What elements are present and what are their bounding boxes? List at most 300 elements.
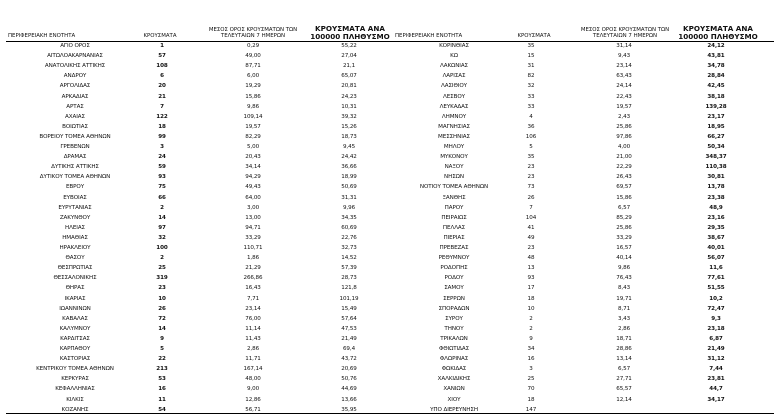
region-name: ΧΑΛΚΙΔΙΚΗΣ [437, 376, 471, 383]
per100k-value: 65,07 [341, 73, 357, 80]
region-name: ΣΕΡΡΩΝ [443, 295, 465, 302]
region-name: ΠΡΕΒΕΖΑΣ [439, 245, 469, 251]
per100k-value: 43,81 [707, 53, 725, 60]
cases-value: 34 [527, 346, 535, 352]
avg-value: 13,00 [245, 214, 261, 221]
avg-value: 109,14 [243, 113, 263, 120]
region-name: ΑΝΑΤΟΛΙΚΗΣ ΑΤΤΙΚΗΣ [44, 63, 106, 70]
per100k-value: 24,42 [341, 154, 357, 161]
avg-value: 2,86 [617, 325, 631, 332]
per100k-value: 31,12 [707, 356, 725, 363]
per100k-value: 35,95 [341, 406, 357, 413]
per100k-value: 50,76 [341, 376, 357, 383]
region-name: ΓΡΕΒΕΝΩΝ [60, 144, 90, 150]
avg-value: 25,86 [616, 123, 632, 130]
region-name: ΡΕΘΥΜΝΟΥ [438, 255, 470, 262]
avg-value: 0,29 [246, 43, 260, 49]
cases-value: 48 [527, 255, 535, 262]
avg-value: 15,86 [245, 93, 261, 100]
per100k-value: 66,27 [707, 133, 725, 140]
avg-value: 82,29 [245, 133, 261, 140]
cases-value: 319 [156, 275, 168, 282]
cases-value: 26 [158, 305, 166, 312]
per100k-value: 23,18 [707, 325, 725, 332]
per100k-value: 38,18 [707, 93, 725, 100]
region-name: ΜΕΣΣΗΝΙΑΣ [438, 133, 470, 140]
cases-value: 53 [158, 376, 166, 383]
avg-value: 87,71 [245, 63, 261, 70]
header-cases-left: ΚΡΟΥΣΜΑΤΑ [143, 33, 177, 39]
region-name: ΝΗΣΩΝ [444, 174, 464, 181]
avg-value: 56,71 [245, 406, 261, 413]
per100k-value: 20,81 [341, 83, 357, 90]
per100k-value: 44,69 [341, 386, 357, 393]
avg-value: 7,71 [246, 295, 260, 302]
per100k-value: 15,26 [341, 123, 357, 130]
region-name: ΔΡΑΜΑΣ [63, 154, 87, 161]
avg-value: 1,86 [246, 255, 260, 262]
cases-value: 22 [158, 356, 166, 363]
region-name: ΧΑΝΙΩΝ [443, 386, 465, 393]
avg-value: 11,14 [245, 325, 261, 332]
avg-value: 3,43 [617, 315, 631, 322]
cases-value: 20 [158, 83, 166, 90]
cases-value: 16 [527, 356, 535, 363]
per100k-value: 34,35 [341, 214, 357, 221]
per100k-value: 21,1 [342, 63, 356, 70]
region-name: ΒΟΡΕΙΟΥ ΤΟΜΕΑ ΑΘΗΝΩΝ [39, 133, 111, 140]
avg-value: 40,14 [616, 255, 632, 262]
region-name: ΛΑΡΙΣΑΣ [442, 73, 466, 80]
per100k-value: 39,32 [341, 113, 357, 120]
per100k-value: 51,55 [707, 285, 725, 292]
cases-value: 35 [527, 43, 535, 49]
avg-value: 2,43 [617, 113, 631, 120]
region-name: ΤΗΝΟΥ [444, 325, 464, 332]
avg-value: 24,14 [616, 83, 632, 90]
region-name: ΘΗΡΑΣ [65, 285, 85, 292]
per100k-value: 55,22 [341, 43, 357, 49]
header-region-right: ΠΕΡΙΦΕΡΕΙΑΚΗ ΕΝΟΤΗΤΑ [395, 33, 463, 39]
cases-value: 7 [529, 204, 533, 211]
region-name: ΝΟΤΙΟΥ ΤΟΜΕΑ ΑΘΗΝΩΝ [419, 184, 489, 191]
cases-value: 3 [160, 144, 164, 150]
cases-value: 23 [527, 245, 535, 251]
region-name: ΚΑΡΔΙΤΣΑΣ [60, 335, 90, 342]
avg-value: 11,43 [245, 335, 261, 342]
region-name: ΙΚΑΡΙΑΣ [64, 295, 86, 302]
per100k-value: 6,87 [709, 335, 723, 342]
cases-value: 18 [527, 396, 535, 403]
avg-value: 48,00 [245, 376, 261, 383]
avg-value: 33,29 [245, 234, 261, 241]
per100k-value: 20,69 [341, 366, 357, 373]
per100k-value: 13,66 [341, 396, 357, 403]
avg-value: 25,86 [616, 224, 632, 231]
cases-value: 213 [156, 366, 168, 373]
region-name: ΑΡΤΑΣ [66, 103, 84, 110]
region-name: ΘΕΣΣΑΛΟΝΙΚΗΣ [53, 275, 97, 282]
per100k-value: 38,67 [707, 234, 725, 241]
region-name: ΑΧΑΪΑΣ [65, 113, 85, 120]
per100k-value: 47,53 [341, 325, 357, 332]
avg-value: 22,29 [616, 164, 632, 171]
per100k-value: 40,01 [707, 245, 725, 251]
per100k-value: 23,17 [707, 113, 725, 120]
avg-value: 23,14 [245, 305, 261, 312]
cases-value: 97 [158, 224, 166, 231]
per100k-value: 23,16 [707, 214, 725, 221]
cases-value: 23 [527, 174, 535, 181]
region-name: ΚΕΝΤΡΙΚΟΥ ΤΟΜΕΑ ΑΘΗΝΩΝ [36, 366, 114, 373]
cases-value: 70 [527, 386, 535, 393]
avg-value: 20,43 [245, 154, 261, 161]
region-name: ΝΑΞΟΥ [444, 164, 464, 171]
region-name: ΠΑΡΟΥ [444, 204, 464, 211]
region-name: ΘΑΣΟΥ [65, 255, 85, 262]
region-name: ΒΟΙΩΤΙΑΣ [62, 123, 88, 130]
avg-value: 22,43 [616, 93, 632, 100]
per100k-value: 27,04 [341, 53, 357, 60]
region-name: ΠΙΕΡΙΑΣ [443, 234, 465, 241]
cases-value: 6 [160, 73, 164, 80]
avg-value: 9,00 [246, 386, 260, 393]
per100k-value: 9,45 [342, 144, 356, 150]
avg-value: 5,00 [246, 144, 260, 150]
cases-value: 23 [158, 285, 166, 292]
per100k-value: 28,84 [707, 73, 725, 80]
avg-value: 28,86 [616, 346, 632, 352]
avg-value: 64,00 [245, 194, 261, 201]
avg-value: 31,14 [616, 43, 632, 49]
cases-value: 73 [527, 184, 535, 191]
per100k-value: 10,31 [341, 103, 357, 110]
avg-value: 4,00 [617, 144, 631, 150]
avg-value: 26,43 [616, 174, 632, 181]
cases-value: 7 [160, 103, 164, 110]
cases-value: 36 [527, 123, 535, 130]
cases-value: 31 [527, 63, 535, 70]
cases-value: 82 [527, 73, 535, 80]
cases-value: 99 [158, 133, 166, 140]
header-rule [6, 41, 774, 42]
region-name: ΦΘΙΩΤΙΔΑΣ [438, 346, 470, 352]
region-name: ΛΑΚΩΝΙΑΣ [440, 63, 468, 70]
region-name: ΖΑΚΥΝΘΟΥ [59, 214, 91, 221]
per100k-value: 57,39 [341, 265, 357, 272]
cases-value: 32 [158, 234, 166, 241]
region-name: ΚΙΛΚΙΣ [66, 396, 84, 403]
region-name: ΚΕΦΑΛΛΗΝΙΑΣ [55, 386, 95, 393]
region-name: ΑΡΚΑΔΙΑΣ [61, 93, 89, 100]
per100k-value: 32,73 [341, 245, 357, 251]
per100k-value: 36,66 [341, 164, 357, 171]
cases-value: 59 [158, 164, 166, 171]
header-avg-right: ΜΕΣΟΣ ΟΡΟΣ ΚΡΟΥΣΜΑΤΩΝ ΤΩΝ ΤΕΛΕΥΤΑΙΩΝ 7 ΗΜΕΡΩΝ [580, 27, 670, 39]
avg-value: 21,29 [245, 265, 261, 272]
cases-value: 33 [527, 103, 535, 110]
cases-value: 10 [158, 295, 166, 302]
avg-value: 16,57 [616, 245, 632, 251]
avg-value: 3,00 [246, 204, 260, 211]
avg-value: 266,86 [243, 275, 263, 282]
per100k-value: 23,81 [707, 376, 725, 383]
cases-value: 100 [156, 245, 168, 251]
per100k-value: 11,6 [709, 265, 723, 272]
cases-value: 1 [160, 43, 164, 49]
avg-value: 18,71 [616, 335, 632, 342]
avg-value: 19,71 [616, 295, 632, 302]
region-name: ΚΟΖΑΝΗΣ [61, 406, 89, 413]
region-name: ΑΝΔΡΟΥ [63, 73, 87, 80]
avg-value: 12,86 [245, 396, 261, 403]
per100k-value: 50,34 [707, 144, 725, 150]
region-name: ΚΟΡΙΝΘΙΑΣ [439, 43, 469, 49]
region-name: ΠΕΙΡΑΙΩΣ [441, 214, 467, 221]
per100k-value: 72,47 [707, 305, 725, 312]
per100k-value: 22,76 [341, 234, 357, 241]
region-name: ΜΗΛΟΥ [443, 144, 465, 150]
avg-value: 33,29 [616, 234, 632, 241]
cases-value: 108 [156, 63, 168, 70]
cases-value: 13 [527, 265, 535, 272]
cases-value: 2 [529, 315, 533, 322]
avg-value: 6,00 [246, 73, 260, 80]
region-name: ΑΡΓΟΛΙΔΑΣ [59, 83, 91, 90]
cases-value: 2 [160, 255, 164, 262]
region-name: ΙΩΑΝΝΙΝΩΝ [59, 305, 91, 312]
region-name: ΗΜΑΘΙΑΣ [62, 234, 88, 241]
per100k-value: 18,73 [341, 133, 357, 140]
per100k-value: 21,49 [341, 335, 357, 342]
region-name: ΠΕΛΛΑΣ [442, 224, 466, 231]
avg-value: 94,71 [245, 224, 261, 231]
region-name: ΜΑΓΝΗΣΙΑΣ [438, 123, 470, 130]
cases-value: 35 [527, 154, 535, 161]
cases-value: 72 [158, 315, 166, 322]
avg-value: 34,14 [245, 164, 261, 171]
per100k-value: 48,9 [709, 204, 723, 211]
cases-value: 147 [525, 406, 537, 413]
avg-value: 6,57 [617, 204, 631, 211]
per100k-value: 15,49 [341, 305, 357, 312]
region-name: ΚΑΡΠΑΘΟΥ [59, 346, 91, 352]
avg-value: 23,14 [616, 63, 632, 70]
cases-value: 15 [527, 53, 535, 60]
avg-value: 9,86 [246, 103, 260, 110]
per100k-value: 13,78 [707, 184, 725, 191]
cases-value: 106 [525, 133, 537, 140]
avg-value: 76,43 [616, 275, 632, 282]
region-name: ΚΑΣΤΟΡΙΑΣ [59, 356, 91, 363]
avg-value: 13,14 [616, 356, 632, 363]
per100k-value: 110,38 [705, 164, 727, 171]
per100k-value: 34,78 [707, 63, 725, 70]
cases-value: 3 [529, 366, 533, 373]
avg-value: 21,00 [616, 154, 632, 161]
avg-value: 8,71 [617, 305, 631, 312]
avg-value: 85,29 [616, 214, 632, 221]
region-name: ΚΑΛΥΜΝΟΥ [59, 325, 91, 332]
avg-value: 2,86 [246, 346, 260, 352]
header-avg-left: ΜΕΣΟΣ ΟΡΟΣ ΚΡΟΥΣΜΑΤΩΝ ΤΩΝ ΤΕΛΕΥΤΑΙΩΝ 7 ΗΜΕΡΩΝ [208, 27, 298, 39]
region-name: ΑΙΤΩΛΟΑΚΑΡΝΑΝΙΑΣ [47, 53, 103, 60]
region-name: ΔΥΤΙΚΟΥ ΤΟΜΕΑ ΑΘΗΝΩΝ [39, 174, 111, 181]
per100k-value: 42,45 [707, 83, 725, 90]
cases-value: 5 [160, 346, 164, 352]
per100k-value: 31,31 [341, 194, 357, 201]
region-name: ΔΥΤΙΚΗΣ ΑΤΤΙΚΗΣ [51, 164, 99, 171]
per100k-value: 23,38 [707, 194, 725, 201]
region-name: ΕΒΡΟΥ [65, 184, 85, 191]
avg-value: 97,86 [616, 133, 632, 140]
avg-value: 49,43 [245, 184, 261, 191]
cases-value: 25 [527, 376, 535, 383]
cases-value: 4 [529, 113, 533, 120]
cases-value: 41 [527, 224, 535, 231]
region-name: ΛΕΥΚΑΔΑΣ [439, 103, 469, 110]
region-name: ΣΑΜΟΥ [444, 285, 464, 292]
cases-value: 18 [527, 295, 535, 302]
cases-value: 93 [158, 174, 166, 181]
avg-value: 110,71 [243, 245, 263, 251]
avg-value: 69,57 [616, 184, 632, 191]
avg-value: 9,43 [617, 53, 631, 60]
cases-value: 57 [158, 53, 166, 60]
region-name: ΦΩΚΙΔΑΣ [441, 366, 467, 373]
cases-value: 122 [156, 113, 168, 120]
cases-value: 32 [527, 83, 535, 90]
per100k-value: 18,99 [341, 174, 357, 181]
cases-value: 26 [527, 194, 535, 201]
per100k-value: 28,73 [341, 275, 357, 282]
cases-value: 9 [160, 335, 164, 342]
cases-value: 33 [527, 93, 535, 100]
avg-value: 11,71 [245, 356, 261, 363]
per100k-value: 348,37 [705, 154, 727, 161]
cases-value: 14 [158, 325, 166, 332]
cases-value: 49 [527, 234, 535, 241]
avg-value: 8,43 [617, 285, 631, 292]
per100k-value: 50,69 [341, 184, 357, 191]
per100k-value: 21,49 [707, 346, 725, 352]
avg-value: 27,71 [616, 376, 632, 383]
region-name: ΕΥΒΟΙΑΣ [63, 194, 87, 201]
per100k-value: 101,19 [339, 295, 359, 302]
per100k-value: 60,69 [341, 224, 357, 231]
avg-value: 12,14 [616, 396, 632, 403]
header-per100k-left: ΚΡΟΥΣΜΑΤΑ ΑΝΑ 100000 ΠΛΗΘΥΣΜΟ [310, 24, 390, 41]
per100k-value: 44,7 [709, 386, 723, 393]
cases-value: 14 [158, 214, 166, 221]
avg-value: 19,57 [616, 103, 632, 110]
cases-value: 23 [527, 164, 535, 171]
header-region-left: ΠΕΡΙΦΕΡΕΙΑΚΗ ΕΝΟΤΗΤΑ [8, 33, 76, 39]
cases-value: 2 [160, 204, 164, 211]
cases-value: 25 [158, 265, 166, 272]
cases-value: 93 [527, 275, 535, 282]
avg-value: 9,86 [617, 265, 631, 272]
region-name: ΛΕΣΒΟΥ [443, 93, 465, 100]
avg-value: 6,57 [617, 366, 631, 373]
region-name: ΣΥΡΟΥ [445, 315, 463, 322]
region-name: ΚΩ [450, 53, 458, 60]
cases-value: 11 [158, 396, 166, 403]
avg-value: 94,29 [245, 174, 261, 181]
cases-value: 21 [158, 93, 166, 100]
avg-value: 16,43 [245, 285, 261, 292]
cases-value: 104 [525, 214, 537, 221]
header-per100k-right: ΚΡΟΥΣΜΑΤΑ ΑΝΑ 100000 ΠΛΗΘΥΣΜΟ [678, 24, 758, 41]
region-name: ΑΓΙΟ ΟΡΟΣ [60, 43, 90, 49]
per100k-value: 77,61 [707, 275, 725, 282]
per100k-value: 69,4 [342, 346, 356, 352]
cases-value: 54 [158, 406, 166, 413]
header-cases-right: ΚΡΟΥΣΜΑΤΑ [517, 33, 551, 39]
cases-value: 10 [527, 305, 535, 312]
per100k-value: 18,95 [707, 123, 725, 130]
cases-value: 17 [527, 285, 535, 292]
per100k-value: 139,28 [705, 103, 727, 110]
per100k-value: 9,96 [342, 204, 356, 211]
cases-value: 66 [158, 194, 166, 201]
per100k-value: 14,52 [341, 255, 357, 262]
cases-value: 75 [158, 184, 166, 191]
cases-value: 5 [529, 144, 533, 150]
cases-value: 16 [158, 386, 166, 393]
cases-value: 2 [529, 325, 533, 332]
region-name: ΗΡΑΚΛΕΙΟΥ [59, 245, 91, 251]
region-name: ΘΕΣΠΡΩΤΙΑΣ [57, 265, 93, 272]
avg-value: 49,00 [245, 53, 261, 60]
per100k-value: 24,23 [341, 93, 357, 100]
region-name: ΡΟΔΟΥ [444, 275, 464, 282]
avg-value: 167,14 [243, 366, 263, 373]
cases-value: 9 [529, 335, 533, 342]
region-name: ΤΡΙΚΑΛΩΝ [440, 335, 468, 342]
region-name: ΗΛΕΙΑΣ [65, 224, 85, 231]
region-name: ΚΑΒΑΛΑΣ [62, 315, 88, 322]
avg-value: 76,00 [245, 315, 261, 322]
per100k-value: 30,81 [707, 174, 725, 181]
per100k-value: 9,3 [711, 315, 721, 322]
per100k-value: 121,8 [341, 285, 357, 292]
per100k-value: 34,17 [707, 396, 725, 403]
per100k-value: 10,2 [709, 295, 723, 302]
cases-value: 24 [158, 154, 166, 161]
avg-value: 19,29 [245, 83, 261, 90]
per100k-value: 57,64 [341, 315, 357, 322]
avg-value: 19,57 [245, 123, 261, 130]
region-name: ΞΑΝΘΗΣ [442, 194, 466, 201]
cases-value: 18 [158, 123, 166, 130]
per100k-value: 7,44 [709, 366, 723, 373]
region-name: ΛΗΜΝΟΥ [441, 113, 467, 120]
avg-value: 65,57 [616, 386, 632, 393]
per100k-value: 56,07 [707, 255, 725, 262]
region-name: ΦΛΩΡΙΝΑΣ [439, 356, 469, 363]
per100k-value: 24,12 [707, 43, 725, 49]
region-name: ΣΠΟΡΑΔΩΝ [438, 305, 470, 312]
region-name: ΥΠΟ ΔΙΕΡΕΥΝΗΣΗ [430, 406, 478, 413]
region-name: ΧΙΟΥ [447, 396, 461, 403]
region-name: ΜΥΚΟΝΟΥ [440, 154, 468, 161]
avg-value: 63,43 [616, 73, 632, 80]
region-name: ΚΕΡΚΥΡΑΣ [61, 376, 89, 383]
per100k-value: 43,72 [341, 356, 357, 363]
avg-value: 15,86 [616, 194, 632, 201]
region-name: ΛΑΣΙΘΙΟΥ [441, 83, 467, 90]
